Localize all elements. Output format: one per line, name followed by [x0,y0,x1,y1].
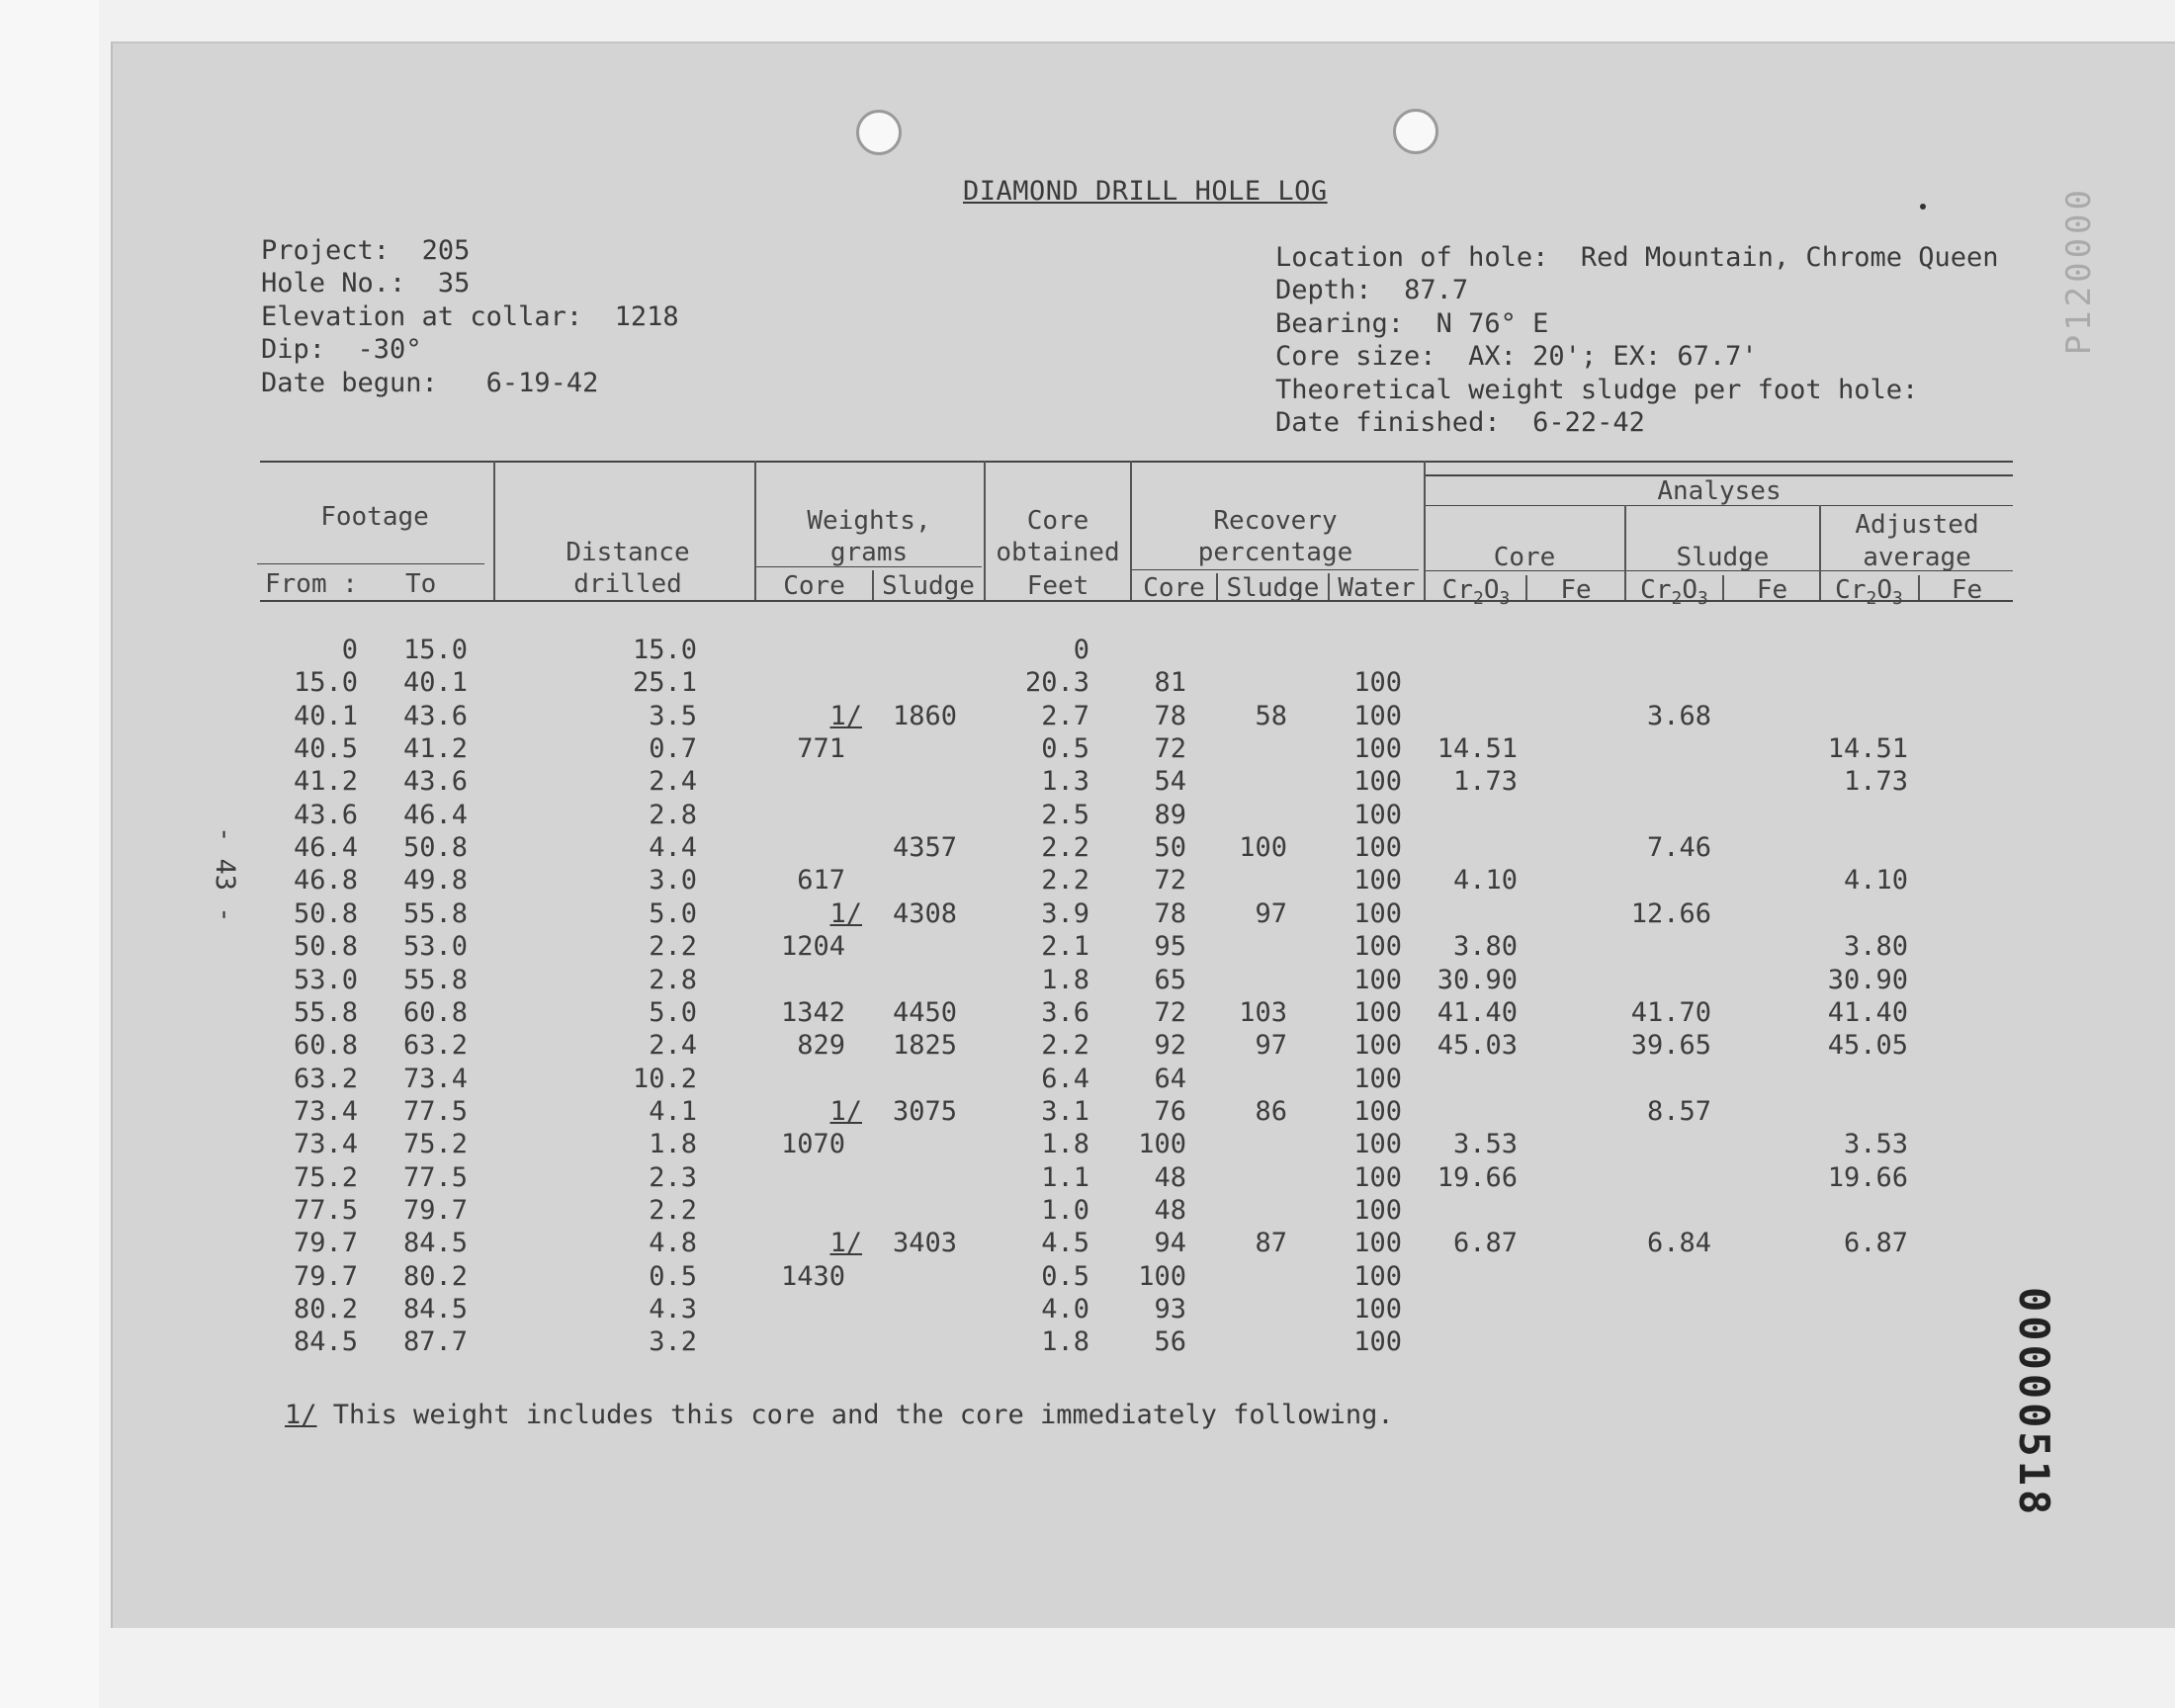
o-sub: 3 [1891,588,1903,610]
cell-core-ft: 0.5 [1041,733,1089,765]
header-weights: Weights, [807,506,931,536]
cell-rwater: 100 [1353,700,1402,731]
cell-wnote: 1/ [829,897,862,929]
info-value: 205 [421,235,471,266]
cell-core-ft: 1.1 [1041,1161,1089,1193]
cell-cr-sludge: 3.68 [1646,700,1711,731]
cell-cr-sludge: 6.84 [1646,1228,1711,1259]
header-distance: Distance [566,538,690,567]
info-label: Depth: [1275,275,1372,305]
cell-dist: 5.0 [649,996,697,1028]
info-depth [1275,274,1468,307]
cell-from: 73.4 [293,1129,358,1160]
info-label: Date finished: [1275,407,1501,438]
cell-dist: 5.0 [649,897,697,929]
cell-rsludge: 100 [1239,832,1287,864]
cell-rwater: 100 [1353,1326,1402,1358]
cell-to: 84.5 [402,1294,468,1324]
header-from: From : [265,569,358,599]
cell-from: 60.8 [293,1030,358,1062]
cell-rcore: 78 [1154,897,1186,929]
cell-rcore: 72 [1154,996,1186,1028]
cell-rwater: 100 [1353,766,1402,798]
cell-core-ft: 3.6 [1041,996,1089,1028]
cell-from: 79.7 [293,1260,358,1292]
header-fe-sludge: Fe [1756,575,1788,605]
header-percentage: percentage [1197,538,1353,567]
info-label: Hole No.: [261,268,406,299]
cell-to: 41.2 [402,733,468,765]
o-sub: 3 [1696,588,1708,610]
cell-cr-core: 45.03 [1436,1030,1518,1062]
cell-rwater: 100 [1353,733,1402,765]
cell-cr-sludge: 8.57 [1646,1095,1711,1127]
cell-rsludge: 97 [1255,1030,1287,1062]
cell-to: 50.8 [402,832,468,864]
info-hole-no [261,267,470,300]
cell-core-ft: 2.2 [1041,832,1089,864]
footnote-mark: 1/ [285,1400,317,1430]
cell-rwater: 100 [1353,1161,1402,1193]
cell-cr-sludge: 39.65 [1630,1030,1711,1062]
info-theoretical-weight [1275,374,1918,407]
cell-rsludge: 58 [1255,700,1287,731]
cell-wsludge: 4308 [892,897,957,929]
cell-rcore: 100 [1138,1260,1186,1292]
cell-rcore: 65 [1154,964,1186,995]
header-obtained: obtained [996,538,1120,567]
cell-rcore: 93 [1154,1294,1186,1324]
footage-rule [257,563,484,564]
cell-cr-adj: 41.40 [1827,996,1908,1028]
cell-rwater: 100 [1353,1194,1402,1226]
cell-rcore: 78 [1154,700,1186,731]
cell-rwater: 100 [1353,1260,1402,1292]
cell-core-ft: 3.1 [1041,1095,1089,1127]
cell-rcore: 72 [1154,865,1186,897]
cell-wsludge: 1860 [892,700,957,731]
cell-core-ft: 0.5 [1041,1260,1089,1292]
cr-text: Cr [1640,575,1672,605]
info-value: 87.7 [1404,275,1469,305]
cell-to: 84.5 [402,1228,468,1259]
cell-from: 0 [341,635,358,665]
cell-from: 75.2 [293,1161,358,1193]
cell-rcore: 48 [1154,1194,1186,1226]
header-analyses-sludge: Sludge [1676,543,1770,572]
cell-dist: 4.8 [649,1228,697,1259]
cell-to: 46.4 [402,799,468,830]
cr-sub: 2 [1671,588,1683,610]
cell-to: 49.8 [402,865,468,897]
cell-from: 53.0 [293,964,358,995]
info-label: Bearing: [1275,308,1405,339]
cell-cr-adj: 1.73 [1843,766,1908,798]
header-cr2o3-sludge [1626,575,1722,614]
header-grams: grams [829,538,909,567]
cell-from: 77.5 [293,1194,358,1226]
cell-from: 43.6 [293,799,358,830]
cell-cr-core: 41.40 [1436,996,1518,1028]
cell-rcore: 48 [1154,1161,1186,1193]
cell-cr-core: 4.10 [1452,865,1518,897]
o-text: O [1682,575,1697,605]
cell-dist: 1.8 [649,1129,697,1160]
cell-cr-adj: 14.51 [1827,733,1908,765]
cell-dist: 2.8 [649,964,697,995]
cr-sub: 2 [1866,588,1877,610]
cell-rcore: 94 [1154,1228,1186,1259]
cell-cr-sludge: 12.66 [1630,897,1711,929]
cell-cr-adj: 45.05 [1827,1030,1908,1062]
cell-to: 43.6 [402,700,468,731]
cell-wcore: 771 [797,733,845,765]
info-label: Date begun: [261,368,438,398]
cell-core-ft: 6.4 [1041,1063,1089,1094]
info-label: Elevation at collar: [261,301,583,332]
table-top-rule [260,461,2013,463]
cell-rwater: 100 [1353,897,1402,929]
cell-rwater: 100 [1353,1063,1402,1094]
cell-to: 77.5 [402,1161,468,1193]
cell-to: 79.7 [402,1194,468,1226]
side-stamp-number: 00000518 [2010,1287,2058,1519]
cell-cr-core: 1.73 [1452,766,1518,798]
cell-core-ft: 2.1 [1041,931,1089,963]
cell-rwater: 100 [1353,1095,1402,1127]
footnote [285,1400,1394,1430]
cell-dist: 0.7 [649,733,697,765]
cell-rcore: 92 [1154,1030,1186,1062]
info-label: Core size: [1275,341,1436,372]
cell-core-ft: 20.3 [1024,667,1089,699]
cell-cr-core: 6.87 [1452,1228,1518,1259]
cell-rwater: 100 [1353,667,1402,699]
info-dip [261,333,422,367]
info-date-finished [1275,406,1645,440]
header-footage: Footage [320,502,429,532]
cell-to: 73.4 [402,1063,468,1094]
cell-to: 55.8 [402,964,468,995]
cell-wsludge: 4357 [892,832,957,864]
document-title: DIAMOND DRILL HOLE LOG [963,176,1328,207]
cell-to: 77.5 [402,1095,468,1127]
recovery-rule [1132,569,1419,570]
cell-from: 40.1 [293,700,358,731]
cell-from: 46.4 [293,832,358,864]
cell-wsludge: 4450 [892,996,957,1028]
cell-wnote: 1/ [829,1228,862,1259]
header-drilled: drilled [573,569,682,599]
cell-wcore: 1342 [780,996,845,1028]
cell-from: 15.0 [293,667,358,699]
cell-rcore: 89 [1154,799,1186,830]
cell-cr-core: 30.90 [1436,964,1518,995]
header-feet: Feet [1026,571,1089,601]
header-adjusted: Adjusted [1855,510,1979,540]
cell-rwater: 100 [1353,1294,1402,1324]
o-sub: 3 [1499,588,1511,610]
info-value: N 76° E [1436,308,1549,339]
header-cr2o3-core [1428,575,1524,614]
cell-cr-core: 3.80 [1452,931,1518,963]
cell-from: 41.2 [293,766,358,798]
cell-cr-core: 3.53 [1452,1129,1518,1160]
cell-rcore: 95 [1154,931,1186,963]
cell-cr-sludge: 41.70 [1630,996,1711,1028]
cell-cr-adj: 4.10 [1843,865,1908,897]
cell-core-ft: 0 [1073,635,1089,665]
cell-from: 63.2 [293,1063,358,1094]
cell-core-ft: 1.8 [1041,964,1089,995]
header-recovery-water: Water [1338,573,1416,603]
cell-cr-adj: 19.66 [1827,1161,1908,1193]
cell-dist: 2.4 [649,766,697,798]
info-value: 6-22-42 [1532,407,1645,438]
cell-core-ft: 1.0 [1041,1194,1089,1226]
left-margin-strip [0,0,99,1708]
cell-to: 63.2 [402,1030,468,1062]
cell-dist: 2.3 [649,1161,697,1193]
info-bearing [1275,307,1548,341]
info-elevation [261,300,679,334]
o-text: O [1483,575,1500,605]
cell-wcore: 1070 [780,1129,845,1160]
cell-rsludge: 103 [1239,996,1287,1028]
cell-dist: 4.3 [649,1294,697,1324]
page-number: - 43 - [210,826,240,923]
cell-core-ft: 4.5 [1041,1228,1089,1259]
cell-wnote: 1/ [829,700,862,731]
info-value: Red Mountain, Chrome Queen [1580,242,1999,273]
cell-cr-sludge: 7.46 [1646,832,1711,864]
cell-dist: 4.4 [649,832,697,864]
cell-core-ft: 1.8 [1041,1326,1089,1358]
cell-cr-adj: 3.80 [1843,931,1908,963]
punch-hole-right [1393,109,1438,154]
cell-wcore: 829 [797,1030,845,1062]
cell-dist: 2.2 [649,1194,697,1226]
cell-cr-adj: 6.87 [1843,1228,1908,1259]
cell-rcore: 100 [1138,1129,1186,1160]
cell-rwater: 100 [1353,865,1402,897]
cell-core-ft: 4.0 [1041,1294,1089,1324]
cell-wcore: 1204 [780,931,845,963]
cell-wnote: 1/ [829,1095,862,1127]
cell-core-ft: 2.2 [1041,1030,1089,1062]
cell-to: 40.1 [402,667,468,699]
info-value: 35 [437,268,471,299]
info-value: -30° [357,334,422,365]
info-location [1275,241,1999,275]
cell-wsludge: 3403 [892,1228,957,1259]
footnote-text: This weight includes this core and the core immediately following. [332,1400,1394,1430]
cell-dist: 0.5 [649,1260,697,1292]
cell-core-ft: 3.9 [1041,897,1089,929]
cell-from: 50.8 [293,931,358,963]
cell-dist: 2.2 [649,931,697,963]
cell-wsludge: 3075 [892,1095,957,1127]
cell-to: 75.2 [402,1129,468,1160]
col-divider [1525,575,1527,600]
header-recovery: Recovery [1213,506,1338,536]
cell-cr-core: 19.66 [1436,1161,1518,1193]
cell-from: 40.5 [293,733,358,765]
punch-hole-left [856,110,902,155]
cell-rwater: 100 [1353,832,1402,864]
info-label: Project: [261,235,391,266]
cell-rwater: 100 [1353,1228,1402,1259]
cell-from: 80.2 [293,1294,358,1324]
cell-wcore: 1430 [780,1260,845,1292]
cell-rwater: 100 [1353,964,1402,995]
header-weight-sludge: Sludge [882,571,975,601]
cell-dist: 2.4 [649,1030,697,1062]
cell-rsludge: 97 [1255,897,1287,929]
cr-sub: 2 [1472,588,1484,610]
cell-dist: 15.0 [632,635,697,665]
info-value: 6-19-42 [485,368,599,398]
header-fe-core: Fe [1560,575,1592,605]
cell-rwater: 100 [1353,1129,1402,1160]
col-divider [493,461,495,600]
cell-rcore: 81 [1154,667,1186,699]
cell-rwater: 100 [1353,1030,1402,1062]
ink-dot [1920,204,1926,210]
cell-core-ft: 2.2 [1041,865,1089,897]
cell-rcore: 72 [1154,733,1186,765]
cell-dist: 3.5 [649,700,697,731]
cell-from: 46.8 [293,865,358,897]
header-recovery-core: Core [1143,573,1205,603]
cell-to: 87.7 [402,1326,468,1358]
col-divider [1918,575,1920,600]
info-label: Dip: [261,334,326,365]
cell-wcore: 617 [797,865,845,897]
cell-core-ft: 2.5 [1041,799,1089,830]
header-fe-adjusted: Fe [1951,575,1983,605]
cell-rcore: 54 [1154,766,1186,798]
cell-core-ft: 1.3 [1041,766,1089,798]
cell-core-ft: 2.7 [1041,700,1089,731]
cell-to: 15.0 [402,635,468,665]
cell-dist: 4.1 [649,1095,697,1127]
cell-dist: 3.2 [649,1326,697,1358]
info-core-size [1275,340,1758,374]
cell-from: 50.8 [293,897,358,929]
o-text: O [1876,575,1892,605]
info-label: Location of hole: [1275,242,1549,273]
cell-rwater: 100 [1353,931,1402,963]
cell-rcore: 64 [1154,1063,1186,1094]
cr-text: Cr [1441,575,1473,605]
cell-core-ft: 1.8 [1041,1129,1089,1160]
cell-to: 80.2 [402,1260,468,1292]
header-analyses-core: Core [1493,543,1556,572]
cr-text: Cr [1835,575,1867,605]
cell-rsludge: 86 [1255,1095,1287,1127]
cell-to: 60.8 [402,996,468,1028]
col-divider [1722,575,1724,600]
cell-to: 43.6 [402,766,468,798]
header-weight-core: Core [783,571,845,601]
cell-from: 79.7 [293,1228,358,1259]
cell-cr-adj: 3.53 [1843,1129,1908,1160]
header-cr2o3-adjusted [1821,575,1917,614]
header-average: average [1863,543,1971,572]
header-recovery-sludge: Sludge [1226,573,1320,603]
cell-rcore: 56 [1154,1326,1186,1358]
header-core-obtained: Core [1026,506,1089,536]
cell-from: 84.5 [293,1326,358,1358]
cell-dist: 3.0 [649,865,697,897]
cell-from: 73.4 [293,1095,358,1127]
info-label: Theoretical weight sludge per foot hole: [1275,375,1919,405]
cell-to: 55.8 [402,897,468,929]
cell-dist: 2.8 [649,799,697,830]
cell-rsludge: 87 [1255,1228,1287,1259]
header-to: To [405,569,437,599]
cell-rwater: 100 [1353,799,1402,830]
cell-wsludge: 1825 [892,1030,957,1062]
cell-cr-adj: 30.90 [1827,964,1908,995]
header-analyses: Analyses [1657,476,1782,506]
info-date-begun [261,367,598,400]
cell-to: 53.0 [402,931,468,963]
cell-rcore: 50 [1154,832,1186,864]
info-value: 1218 [614,301,679,332]
top-right-stamp: P120000 [2059,186,2099,356]
cell-dist: 25.1 [632,667,697,699]
cell-rcore: 76 [1154,1095,1186,1127]
cell-from: 55.8 [293,996,358,1028]
info-project [261,234,470,268]
cell-rwater: 100 [1353,996,1402,1028]
cell-cr-core: 14.51 [1436,733,1518,765]
info-value: AX: 20'; EX: 67.7' [1468,341,1758,372]
cell-dist: 10.2 [632,1063,697,1094]
